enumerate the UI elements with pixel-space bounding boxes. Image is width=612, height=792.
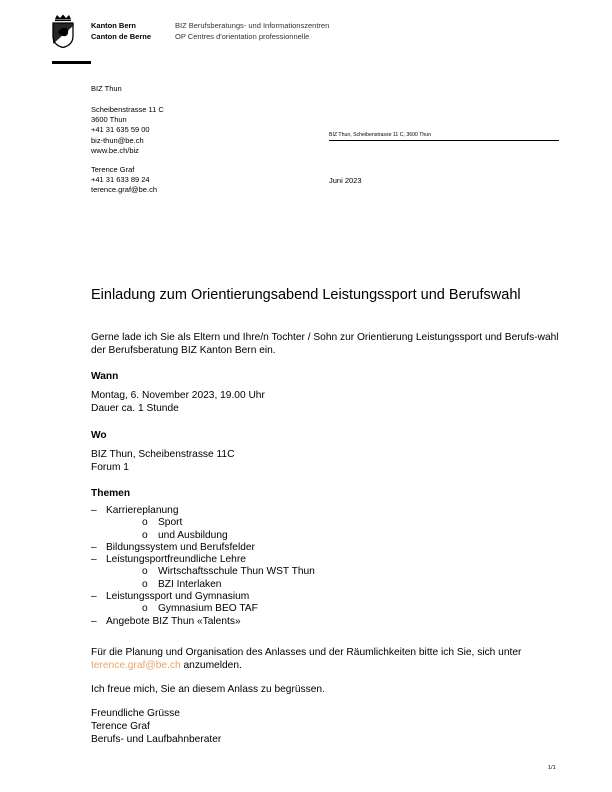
list-item-text: Angebote BIZ Thun «Talents» xyxy=(106,615,241,627)
canton-name-de: Kanton Bern xyxy=(91,21,136,30)
list-bullet: o xyxy=(142,529,148,541)
sender-address-block xyxy=(91,105,164,156)
signature-greeting: Freundliche Grüsse xyxy=(91,708,180,719)
list-item-text: Wirtschaftsschule Thun WST Thun xyxy=(158,566,315,578)
return-address-line: BIZ Thun, Scheibenstrasse 11 C, 3600 Thun xyxy=(329,132,559,141)
sender-street: Scheibenstrasse 11 C xyxy=(91,105,164,114)
contact-email[interactable]: terence.graf@be.ch xyxy=(91,185,157,195)
bern-coat-of-arms-logo xyxy=(52,14,74,48)
wo-room: Forum 1 xyxy=(91,462,129,473)
list-bullet: – xyxy=(91,541,97,553)
signature-block xyxy=(91,707,571,746)
contact-phone: +41 31 633 89 24 xyxy=(91,175,150,185)
list-item-text: Leistungssport und Gymnasium xyxy=(106,591,250,603)
section-wo xyxy=(91,429,571,474)
list-bullet: o xyxy=(142,566,148,578)
section-wann xyxy=(91,370,571,415)
organization-name-fr: OP Centres d'orientation professionnelle xyxy=(175,31,310,41)
themen-heading: Themen xyxy=(91,488,131,499)
intro-paragraph: Gerne lade ich Sie als Eltern und Ihre/n Tochter / Sohn zur Orientierung Leistungssport und Berufs-wahl der Berufsberatung BIZ Kanton Bern ein. xyxy=(91,332,559,356)
contact-name: Terence Graf xyxy=(91,165,135,174)
registration-email-link[interactable]: terence.graf@be.ch xyxy=(91,660,181,671)
letter-title: Einladung zum Orientierungsabend Leistungssport und Berufswahl xyxy=(91,287,521,303)
sender-city: 3600 Thun xyxy=(91,115,127,125)
wann-duration: Dauer ca. 1 Stunde xyxy=(91,403,179,414)
list-item-text: BZI Interlaken xyxy=(158,578,222,590)
letter-date: Juni 2023 xyxy=(329,176,362,185)
registration-text-after: anzumelden. xyxy=(183,660,242,671)
signature-name: Terence Graf xyxy=(91,721,150,732)
header-divider-bar xyxy=(52,61,91,64)
sender-email[interactable]: biz-thun@be.ch xyxy=(91,135,144,145)
sender-web[interactable]: www.be.ch/biz xyxy=(91,145,139,155)
canton-name-fr: Canton de Berne xyxy=(91,31,152,41)
canton-name-block xyxy=(91,21,151,42)
list-bullet: – xyxy=(91,505,97,516)
wo-heading: Wo xyxy=(91,430,107,441)
organization-name-block xyxy=(175,21,329,42)
wann-heading: Wann xyxy=(91,371,119,382)
list-item-text: Gymnasium BEO TAF xyxy=(158,603,258,615)
sender-phone: +41 31 635 59 00 xyxy=(91,125,150,135)
wo-address: BIZ Thun, Scheibenstrasse 11C xyxy=(91,449,235,460)
list-bullet: o xyxy=(142,517,148,529)
sender-office: BIZ Thun xyxy=(91,84,122,93)
list-item-text: Leistungsportfreundliche Lehre xyxy=(106,554,246,566)
list-item-text: Sport xyxy=(158,517,183,529)
list-bullet: – xyxy=(91,591,97,603)
list-item-text: Bildungssystem und Berufsfelder xyxy=(106,541,255,553)
closing-sentence: Ich freue mich, Sie an diesem Anlass zu begrüssen. xyxy=(91,684,325,695)
page-number: 1/1 xyxy=(548,765,556,771)
signature-role: Berufs- und Laufbahnberater xyxy=(91,734,222,745)
list-bullet: o xyxy=(142,603,148,615)
registration-text-before: Für die Planung und Organisation des Anlasses und der Räumlichkeiten bitte ich Sie, sich unter xyxy=(91,647,522,658)
list-bullet: – xyxy=(91,615,97,627)
sender-contact-block xyxy=(91,165,157,196)
list-bullet: – xyxy=(91,554,97,566)
registration-paragraph xyxy=(91,646,571,672)
list-item-text: und Ausbildung xyxy=(158,529,228,541)
wann-date-time: Montag, 6. November 2023, 19.00 Uhr xyxy=(91,390,265,401)
list-item-text: Karriereplanung xyxy=(106,505,179,516)
organization-name-de: BIZ Berufsberatungs- und Informationszentren xyxy=(175,21,330,30)
list-bullet: o xyxy=(142,578,148,590)
